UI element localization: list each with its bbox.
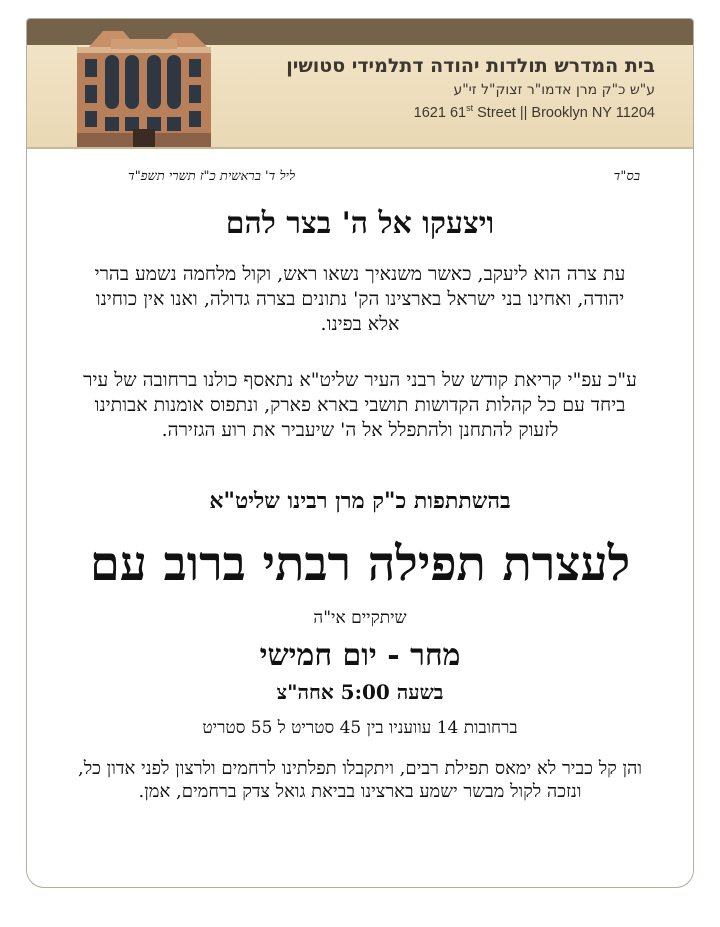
paragraph-1: עת צרה הוא ליעקב, כאשר משנאיך נשאו ראש, וקול מלחמה נשמע בהרי יהודה, ואחינו בני ישראל בארצינו הק' נתונים בצרה גדולה, ואנו אין כוחינו אלא בפינו. (94, 263, 626, 335)
address-suffix: st (466, 103, 474, 113)
hebrew-date: ליל ד' בראשית כ"ז תשרי תשפ"ד (128, 169, 296, 184)
closing-paragraph: והן קל כביר לא ימאס תפילת רבים, ויתקבלו תפלתינו לרחמים ולרצון לפני אדון כל, ונזכה לקול מבשר ישמע בארצינו בביאת גואל צדק ברחמים, אמן. (77, 758, 643, 802)
bsd-mark: בס"ד (613, 169, 640, 184)
institution-dedication: ע"ש כ"ק מרן אדמו"ר זצוק"ל זי"ע (453, 82, 655, 98)
main-title: לעצרת תפילה רבתי ברוב עם (89, 536, 631, 592)
headline: ויצעקו אל ה' בצר להם (225, 206, 495, 241)
building-illustration (71, 25, 217, 147)
address-number: 1621 61 (413, 104, 467, 121)
event-time: בשעה 5:00 אחה"צ (276, 680, 444, 704)
event-location: ברחובות 14 עוועניו בין 45 סטריט ל 55 סטריט (202, 718, 518, 738)
address-rest: Street || Brooklyn NY 11204 (473, 104, 655, 121)
header-divider (27, 147, 693, 149)
participation-line: בהשתתפות כ"ק מרן רבינו שליט"א (209, 488, 511, 514)
institution-name: בית המדרש תולדות יהודה דתלמידי סטושין (286, 55, 655, 77)
event-day: מחר - יום חמישי (259, 638, 461, 673)
will-take-place: שיתקיים אי"ה (313, 608, 407, 628)
paragraph-2: ע"כ עפ"י קריאת קודש של רבני העיר שליט"א נתאסף כולנו ברחובה של עיר ביחד עם כל קהלות הקדושות תושבי בארא פארק, ונתפוס אומנות אבותינו לזעוק להתחנן ולהתפלל אל ה' שיעביר את רוע הגזירה. (83, 369, 637, 441)
institution-address (414, 103, 655, 121)
